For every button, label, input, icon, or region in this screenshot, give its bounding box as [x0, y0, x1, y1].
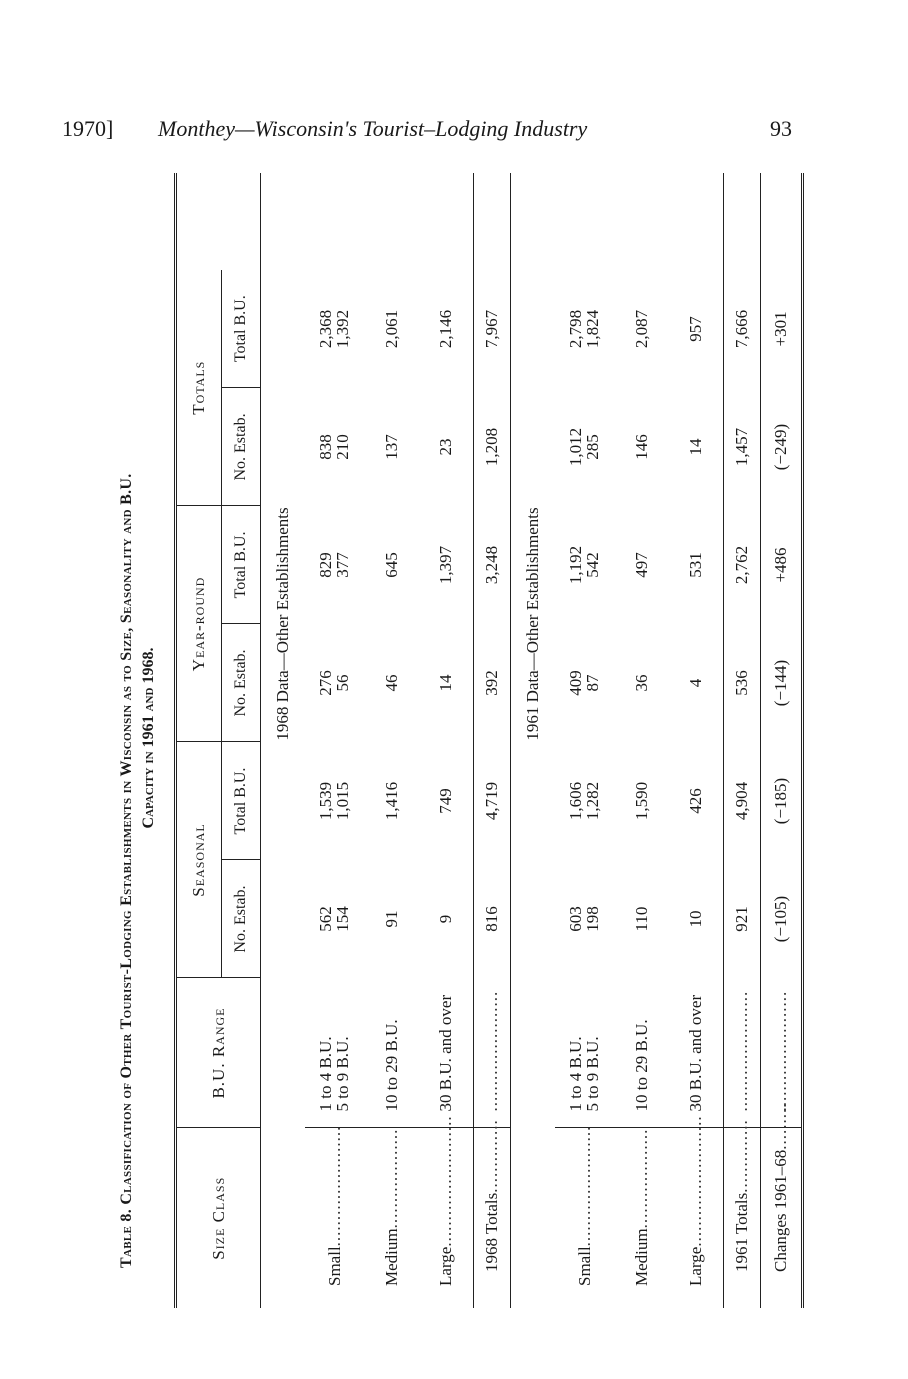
bu-range: 5 to 9 B.U. [333, 1036, 352, 1112]
cell: 542 [583, 552, 602, 578]
cell: 1,208 [474, 388, 511, 506]
cell: 1,606 [566, 781, 585, 821]
table-row: Medium................... 10 to 29 B.U. 91 1,416 46 645 137 2,061 [365, 173, 419, 1308]
cell: 603 [566, 906, 585, 932]
table-row: Large......................... 30 B.U. and over 9 749 14 1,397 23 2,146 [419, 173, 474, 1308]
cell: (−185) [761, 742, 803, 860]
col-bu-range: B.U. Range [176, 978, 261, 1128]
cell: 7,666 [724, 270, 761, 388]
total-row-1968: 1968 Totals.............. ....................... 816 4,719 392 3,248 1,208 7,967 [474, 173, 511, 1308]
sub-yearround-total-bu: Total B.U. [222, 506, 261, 624]
header-year: 1970] [62, 116, 114, 141]
bu-range: 1 to 4 B.U. [316, 1036, 335, 1112]
sub-seasonal-total-bu: Total B.U. [222, 742, 261, 860]
cell: 91 [382, 910, 401, 928]
cell: 1,012 [566, 427, 585, 467]
cell: 1,590 [632, 781, 651, 821]
cell: 146 [632, 434, 651, 460]
group-totals: Totals [176, 270, 222, 506]
row-label: Changes 1961–68 [771, 1149, 790, 1272]
row-label: Small [575, 1246, 594, 1286]
cell: 56 [333, 674, 352, 692]
cell: 377 [333, 552, 352, 578]
cell: 536 [724, 624, 761, 742]
sub-seasonal-no-estab: No. Estab. [222, 860, 261, 978]
cell: 2,061 [382, 309, 401, 349]
table-caption-line2: Capacity in 1961 and 1968. [140, 647, 157, 829]
cell: 1,282 [583, 781, 602, 821]
classification-table [174, 173, 804, 1308]
running-header [62, 116, 792, 146]
cell: 816 [474, 860, 511, 978]
group-seasonal: Seasonal [176, 742, 222, 978]
cell: 276 [316, 670, 335, 696]
bu-range: 10 to 29 B.U. [365, 978, 419, 1128]
bu-range: 30 B.U. and over [419, 978, 474, 1128]
cell: 1,397 [436, 545, 455, 585]
cell: 87 [583, 674, 602, 692]
cell: 838 [316, 434, 335, 460]
cell: 4,719 [474, 742, 511, 860]
cell: 23 [436, 438, 455, 456]
cell: 1,539 [316, 781, 335, 821]
cell: 921 [724, 860, 761, 978]
cell: 198 [583, 906, 602, 932]
bu-range: 1 to 4 B.U. [566, 1036, 585, 1112]
page-number: 93 [770, 116, 792, 141]
cell: 10 [686, 910, 705, 928]
cell: 1,392 [333, 309, 352, 349]
cell: 409 [566, 670, 585, 696]
sub-yearround-no-estab: No. Estab. [222, 624, 261, 742]
cell: 36 [632, 674, 651, 692]
header-title: Monthey—Wisconsin's Tourist–Lodging Industry [158, 116, 588, 141]
cell: 749 [436, 788, 455, 814]
cell: 497 [632, 552, 651, 578]
row-label: Medium [382, 1228, 401, 1286]
col-size-class: Size Class [176, 1128, 261, 1308]
section-1968-label: 1968 Data—Other Establishments [273, 507, 292, 741]
cell: 285 [583, 434, 602, 460]
cell: 210 [333, 434, 352, 460]
cell: 154 [333, 906, 352, 932]
sub-totals-total-bu: Total B.U. [222, 270, 261, 388]
table-row: Medium................... 10 to 29 B.U. 110 1,590 36 497 146 2,087 [615, 173, 669, 1308]
cell: 46 [382, 674, 401, 692]
cell: 829 [316, 552, 335, 578]
cell: (−249) [761, 388, 803, 506]
bu-range: 5 to 9 B.U. [583, 1036, 602, 1112]
cell: 7,967 [474, 270, 511, 388]
cell: 1,192 [566, 545, 585, 585]
cell: 645 [382, 552, 401, 578]
cell: 1,015 [333, 781, 352, 821]
cell: 562 [316, 906, 335, 932]
cell: 110 [632, 906, 651, 932]
cell: 2,762 [724, 506, 761, 624]
cell: 14 [436, 674, 455, 692]
cell: +486 [761, 506, 803, 624]
cell: 4 [686, 678, 705, 688]
cell: +301 [761, 270, 803, 388]
cell: 531 [686, 552, 705, 578]
group-year-round: Year-round [176, 506, 222, 742]
changes-row: Changes 1961–68......... ....................... (−105) (−185) (−144) +486 (−249) +301 [761, 173, 803, 1308]
cell: 426 [686, 788, 705, 814]
rotated-table-block [110, 173, 790, 1308]
cell: 2,087 [632, 309, 651, 349]
cell: 9 [436, 914, 455, 924]
cell: 2,798 [566, 309, 585, 349]
table-row: Small....................... 1 to 4 B.U. 5 to 9 B.U. 603 198 1,606 1,282 409 87 1,192 542 1,012 285 2,798 1,824 [555, 173, 615, 1308]
cell: 4,904 [724, 742, 761, 860]
bu-range: 10 to 29 B.U. [615, 978, 669, 1128]
cell: 137 [382, 434, 401, 460]
cell: 2,146 [436, 309, 455, 349]
cell: 14 [686, 438, 705, 456]
row-label: 1968 Totals [482, 1192, 501, 1272]
bu-range: 30 B.U. and over [669, 978, 724, 1128]
row-label: Large [686, 1246, 705, 1286]
cell: 2,368 [316, 309, 335, 349]
cell: 392 [474, 624, 511, 742]
cell: 1,457 [724, 388, 761, 506]
row-label: Small [325, 1246, 344, 1286]
section-1961-label: 1961 Data—Other Establishments [523, 507, 542, 741]
cell: 1,824 [583, 309, 602, 349]
sub-totals-no-estab: No. Estab. [222, 388, 261, 506]
cell: 3,248 [474, 506, 511, 624]
table-caption-line1: Table 8. Classification of Other Tourist-Lodging Establishments in Wisconsin as to Size, Seasonality and B.U. [118, 473, 135, 1268]
table-row: Large......................... 30 B.U. and over 10 426 4 531 14 957 [669, 173, 724, 1308]
row-label: Large [436, 1246, 455, 1286]
cell: 1,416 [382, 781, 401, 821]
cell: 957 [686, 316, 705, 342]
cell: (−144) [761, 624, 803, 742]
total-row-1961: 1961 Totals.............. ....................... 921 4,904 536 2,762 1,457 7,666 [724, 173, 761, 1308]
table-row: Small....................... 1 to 4 B.U. 5 to 9 B.U. 562 154 1,539 1,015 276 56 829 377 838 210 2,368 1,392 [305, 173, 365, 1308]
cell: (−105) [761, 860, 803, 978]
row-label: Medium [632, 1228, 651, 1286]
row-label: 1961 Totals [732, 1192, 751, 1272]
